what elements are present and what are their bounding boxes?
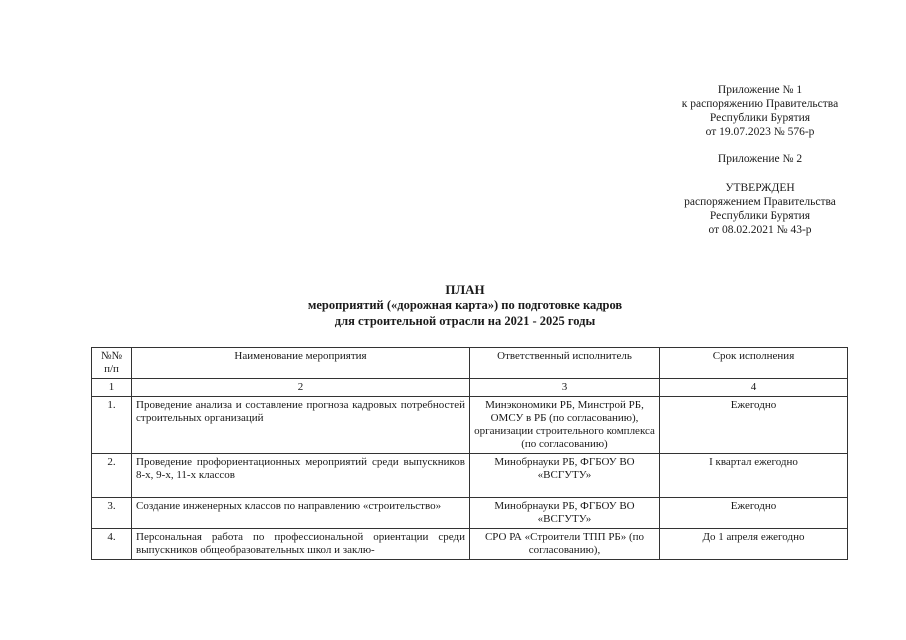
roadmap-table — [91, 347, 848, 560]
row-executor: Минэкономики РБ, Минстрой РБ, ОМСУ в РБ (по согласованию), организации строительного комплекса (по согласованию) — [470, 397, 660, 454]
row-executor: СРО РА «Строители ТПП РБ» (по согласованию), — [470, 529, 660, 560]
row-number: 3. — [92, 498, 132, 529]
table-header-row — [92, 348, 848, 379]
row-executor: Минобрнауки РБ, ФГБОУ ВО «ВСГУТУ» — [470, 498, 660, 529]
numbering-cell: 1 — [92, 379, 132, 397]
approved-line: от 08.02.2021 № 43-р — [708, 224, 812, 236]
row-event-name: Создание инженерных классов по направлению «строительство» — [132, 498, 470, 529]
table-row — [92, 498, 848, 529]
numbering-cell: 2 — [132, 379, 470, 397]
row-deadline: До 1 апреля ежегодно — [660, 529, 848, 560]
appendix-1-line: от 19.07.2023 № 576-р — [705, 126, 815, 138]
header-executor: Ответственный исполнитель — [470, 348, 660, 379]
header-number: №№ п/п — [92, 348, 132, 379]
table-row — [92, 454, 848, 498]
table-row — [92, 529, 848, 560]
row-executor: Минобрнауки РБ, ФГБОУ ВО «ВСГУТУ» — [470, 454, 660, 498]
row-number: 2. — [92, 454, 132, 498]
numbering-cell: 4 — [660, 379, 848, 397]
row-event-name: Проведение профориентационных мероприятий среди выпускников 8-х, 9-х, 11-х классов — [132, 454, 470, 498]
table-numbering-row — [92, 379, 848, 397]
table-row — [92, 397, 848, 454]
numbering-cell: 3 — [470, 379, 660, 397]
row-number: 1. — [92, 397, 132, 454]
plan-subtitle-line-2: для строительной отрасли на 2021 - 2025 годы — [334, 314, 596, 328]
page-bottom-margin — [0, 577, 906, 640]
approved-block — [660, 181, 860, 237]
row-event-name: Проведение анализа и составление прогноза кадровых потребностей строительных организаций — [132, 397, 470, 454]
appendix-2-block — [660, 152, 860, 166]
approved-line: Республики Бурятия — [709, 210, 811, 222]
row-deadline: Ежегодно — [660, 397, 848, 454]
appendix-1-line: к распоряжению Правительства — [681, 98, 839, 110]
row-event-name: Персональная работа по профессиональной ориентации среди выпускников общеобразовательных школ и заклю- — [132, 529, 470, 560]
appendix-1-line: Республики Бурятия — [709, 112, 811, 124]
row-number: 4. — [92, 529, 132, 560]
row-deadline: Ежегодно — [660, 498, 848, 529]
header-event-name: Наименование мероприятия — [132, 348, 470, 379]
plan-title: ПЛАН — [445, 282, 485, 297]
approved-line: УТВЕРЖДЕН — [725, 182, 795, 194]
appendix-1-line: Приложение № 1 — [717, 84, 803, 96]
row-deadline: I квартал ежегодно — [660, 454, 848, 498]
header-deadline: Срок исполнения — [660, 348, 848, 379]
plan-subtitle-line-1: мероприятий («дорожная карта») по подготовке кадров — [307, 298, 623, 312]
appendix-1-block — [660, 83, 860, 139]
appendix-2-line: Приложение № 2 — [717, 153, 803, 165]
approved-line: распоряжением Правительства — [684, 196, 836, 208]
